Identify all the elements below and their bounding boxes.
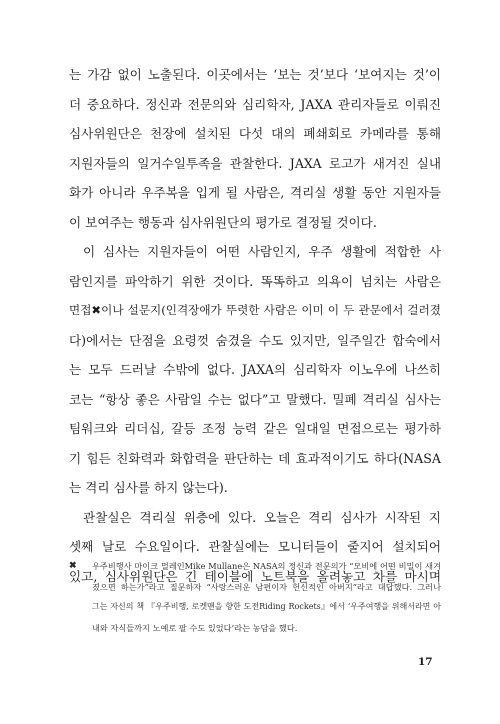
text-line: 팀워크와 리더십, 갈등 조정 능력 같은 일대일 면접으로는 평가하: [69, 421, 441, 436]
footnote-marker: ✖: [69, 561, 77, 571]
text-line: 지원자들의 일거수일투족을 관찰한다. JAXA 로고가 새겨진 실내: [69, 155, 441, 171]
footnote-line: 그는 자신의 책 『우주비행, 로켓맨을 향한 도전Riding Rockets』에서 ‘우주여행을 위해서라면 아: [92, 602, 441, 611]
body-text: [69, 60, 441, 591]
paragraph-2: [69, 237, 441, 503]
text-line: 는 가감 없이 노출된다. 이곳에서는 ‘보는 것’보다 ‘보여지는 것’이: [69, 67, 441, 82]
text-line: 이 보여주는 행동과 심사위원단의 평가로 결정될 것이다.: [69, 214, 377, 230]
text-line: 관찰실은 격리실 위층에 있다. 오늘은 격리 심사가 시작된 지: [83, 509, 441, 525]
text-line: 코는 “항상 좋은 사람일 수는 없다”고 말했다. 밀폐 격리실 심사는: [69, 391, 441, 407]
paragraph-1: [69, 60, 441, 237]
text-line: 있고, 심사위원단은 긴 테이블에 노트북을 올려놓고 차를 마시며: [69, 568, 441, 584]
footnote-line: 우주비행사 마이크 멀레인Mike Mullane은 NASA의 정신과 전문의가 “모비에 어떤 비밀이 새겨: [92, 561, 441, 571]
text-line: 람인지를 파악하기 위한 것이다. 똑똑하고 의욕이 넘치는 사람은: [69, 273, 441, 289]
footnote-body: [92, 556, 441, 638]
text-line: 면접✖이나 설문지(인격장애가 뚜렷한 사람은 이미 이 두 관문에서 걸러졌: [69, 303, 441, 317]
text-line: 는 격리 심사를 하지 않는다).: [69, 480, 228, 495]
text-line: 는 모두 드러날 수밖에 없다. JAXA의 심리학자 이노우에 나쓰히: [69, 362, 441, 377]
footnote: [69, 556, 441, 638]
text-line: 기 힘든 친화력과 화합력을 판단하는 데 효과적이기도 하다(NASA: [69, 450, 441, 466]
text-line: 더 중요하다. 정신과 전문의와 심리학자, JAXA 관리자들로 이뤄진: [69, 96, 441, 112]
text-line: 이 심사는 지원자들이 어떤 사람인지, 우주 생활에 적합한 사: [83, 244, 441, 259]
text-line: 셋째 날로 수요일이다. 관찰실에는 모니터들이 줄지어 설치되어: [69, 539, 441, 554]
text-line: 화가 아니라 우주복을 입게 될 사람은, 격리실 생활 동안 지원자들: [69, 185, 441, 200]
footnote-line: 졌으면 하는가”라고 질문하자 “사랑스러운 남편이자 헌신적인 아버지”라고 대답했다. 그러나: [92, 581, 441, 592]
text-line: 심사위원단은 천장에 설치된 다섯 대의 폐쇄회로 카메라를 통해: [69, 126, 441, 141]
page-number: 17: [418, 656, 433, 668]
footnote-line: 내와 자식들까지 노예로 팔 수도 있었다’라는 농담을 했다.: [92, 622, 298, 633]
text-line: 다)에서는 단점을 요령껏 숨겼을 수도 있지만, 일주일간 합숙에서: [69, 332, 441, 348]
